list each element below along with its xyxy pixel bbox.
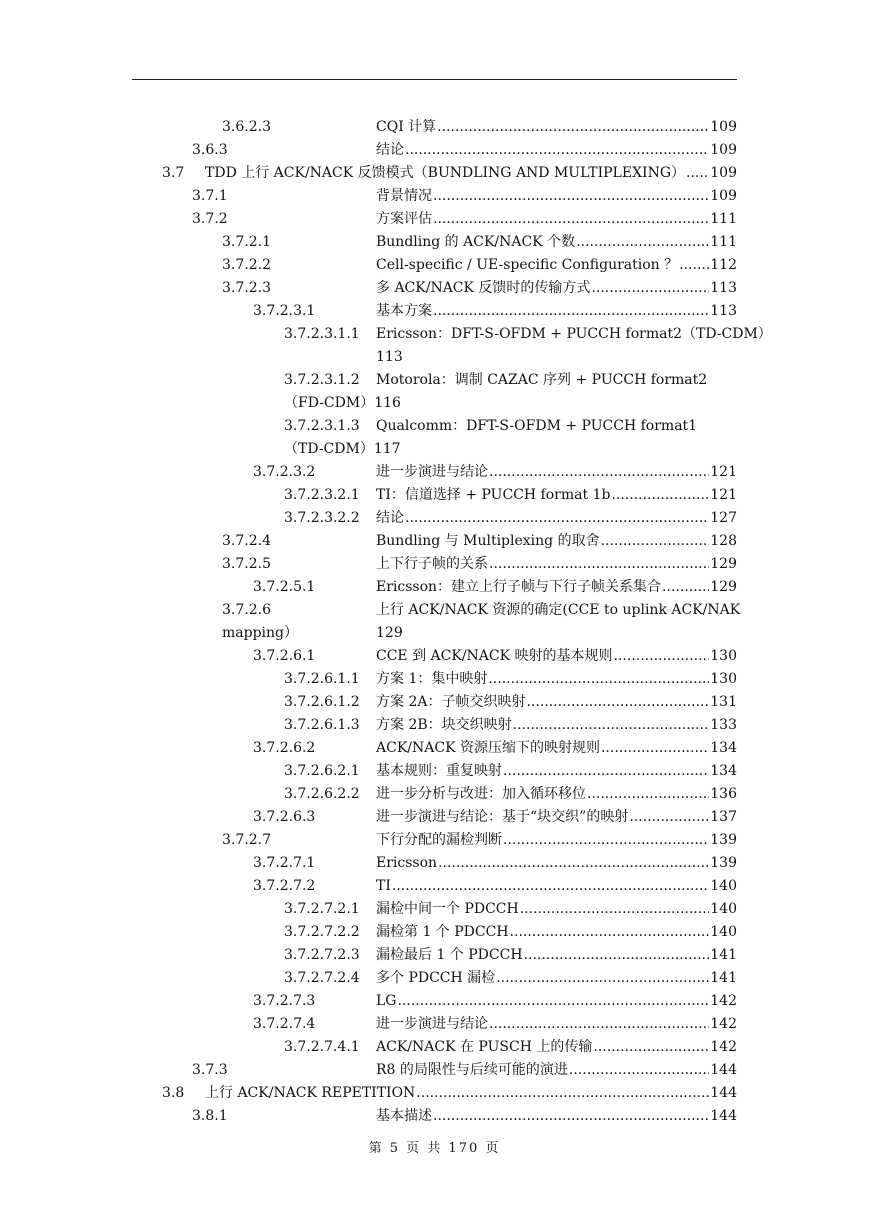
toc-entry-title: Bundling 与 Multiplexing 的取舍 [376, 533, 600, 549]
toc-entry[interactable] [0, 921, 869, 944]
toc-entry-title: Ericsson [376, 855, 438, 871]
toc-dot-leader [662, 576, 709, 599]
toc-entry-page: 134 [710, 763, 737, 779]
toc-dot-leader [587, 783, 709, 806]
toc-entry-page: 142 [710, 993, 737, 1009]
toc-entry[interactable] [0, 162, 869, 185]
toc-entry-number: 3.7.2.6.3 [253, 809, 316, 825]
toc-entry-title: 漏检第 1 个 PDCCH [376, 924, 509, 940]
toc-dot-leader [576, 231, 709, 254]
toc-entry-number: 3.7.2.3.2 [253, 464, 316, 480]
toc-entry-page: 142 [710, 1039, 737, 1055]
toc-dot-leader [524, 944, 710, 967]
toc-dot-leader [513, 714, 710, 737]
toc-entry-page: 112 [710, 257, 737, 273]
toc-entry-page: 142 [710, 1016, 737, 1032]
toc-dot-leader [433, 208, 709, 231]
toc-entry-number: 3.7.2.7.1 [253, 855, 316, 871]
toc-entry-title: 进一步演进与结论：基于“块交织”的映射 [376, 809, 629, 825]
toc-entry-page: 109 [710, 188, 737, 204]
toc-entry-number: 3.7.2 [192, 211, 228, 227]
toc-entry-title: 上下行子帧的关系 [376, 556, 488, 572]
toc-dot-leader [569, 1059, 709, 1082]
toc-entry[interactable] [0, 300, 869, 323]
toc-entry-number: 3.8 [162, 1085, 185, 1101]
toc-dot-leader [679, 254, 709, 277]
toc-entry-page: 127 [710, 510, 737, 526]
toc-dot-leader [686, 162, 709, 185]
toc-entry-number: 3.7.2.5 [222, 556, 271, 572]
toc-entry-number: 3.7.2.6.1.1 [284, 671, 360, 687]
toc-entry-number: 3.7.2.6.2 [253, 740, 316, 756]
toc-entry-title: 进一步演进与结论 [376, 1016, 488, 1032]
toc-entry-number: 3.7.2.6.1.3 [284, 717, 360, 733]
table-of-contents [0, 116, 869, 1128]
toc-dot-leader [433, 1105, 709, 1128]
toc-entry-number: 3.7.2.6.1.2 [284, 694, 360, 710]
toc-entry[interactable] [0, 231, 869, 254]
toc-dot-leader [489, 1013, 709, 1036]
toc-entry[interactable] [0, 944, 869, 967]
toc-entry-number: 3.7.2.7.4 [253, 1016, 316, 1032]
toc-entry-title: 基本描述 [376, 1108, 432, 1124]
toc-entry-number: 3.7.2.5.1 [253, 579, 316, 595]
toc-entry[interactable] [0, 139, 869, 162]
toc-entry-page: 113 [376, 349, 403, 365]
toc-entry-number: 3.7.2.1 [222, 234, 271, 250]
toc-entry-number: 3.7.2.3.1 [253, 303, 316, 319]
toc-entry-title: Ericsson：建立上行子帧与下行子帧关系集合 [376, 579, 662, 595]
toc-entry-number: 3.7.2.7.2.1 [284, 901, 360, 917]
toc-entry[interactable] [0, 691, 869, 714]
toc-entry-page: 141 [710, 947, 737, 963]
toc-entry[interactable] [0, 369, 869, 392]
toc-entry-title: ACK/NACK 在 PUSCH 上的传输 [376, 1039, 593, 1055]
toc-dot-leader [392, 875, 709, 898]
toc-entry[interactable] [0, 1105, 869, 1128]
toc-entry-title: 方案 2A：子帧交织映射 [376, 694, 526, 710]
toc-entry-title: Qualcomm：DFT-S-OFDM + PUCCH format1 [376, 418, 698, 434]
toc-entry-number: 3.7.2.3.1.2 [284, 372, 360, 388]
toc-entry[interactable] [0, 622, 869, 645]
toc-dot-leader [593, 1036, 709, 1059]
toc-entry[interactable] [0, 116, 869, 139]
toc-entry-number: 3.7.2.6 [222, 602, 271, 618]
toc-entry[interactable] [0, 553, 869, 576]
toc-entry-number: 3.7.2.2 [222, 257, 271, 273]
toc-entry-page: 109 [710, 165, 737, 181]
toc-dot-leader [489, 553, 709, 576]
toc-entry-title: 方案 1：集中映射 [376, 671, 488, 687]
toc-entry-number: 3.7.2.6.2.1 [284, 763, 360, 779]
toc-entry-page: 139 [710, 855, 737, 871]
toc-entry[interactable] [0, 668, 869, 691]
toc-entry-page: 144 [710, 1108, 737, 1124]
toc-entry-page: 133 [710, 717, 737, 733]
toc-dot-leader [416, 1082, 709, 1105]
toc-dot-leader [629, 806, 709, 829]
toc-entry[interactable] [0, 1013, 869, 1036]
toc-entry[interactable] [0, 484, 869, 507]
toc-entry-number: 3.7.2.3.2.2 [284, 510, 360, 526]
toc-entry-title: Motorola：调制 CAZAC 序列 + PUCCH format2 [376, 372, 708, 388]
toc-entry[interactable] [0, 208, 869, 231]
toc-entry-continuation: （TD-CDM）117 [284, 441, 401, 457]
toc-entry-title: Cell-specific / UE-specific Configuration ？ [376, 257, 679, 273]
toc-entry-page: 139 [710, 832, 737, 848]
toc-entry[interactable] [0, 392, 869, 415]
toc-entry[interactable] [0, 277, 869, 300]
toc-entry-title: 漏检最后 1 个 PDCCH [376, 947, 523, 963]
toc-entry-title: 方案评估 [376, 211, 432, 227]
toc-entry-page: 109 [710, 119, 737, 135]
toc-entry-number: 3.7.2.7 [222, 832, 271, 848]
toc-entry-page: 113 [710, 280, 737, 296]
toc-entry[interactable] [0, 530, 869, 553]
toc-entry[interactable] [0, 714, 869, 737]
toc-entry-number: 3.6.2.3 [222, 119, 271, 135]
toc-entry-page: 113 [710, 303, 737, 319]
toc-entry-number: 3.7.2.6.2.2 [284, 786, 360, 802]
toc-entry-page: 136 [710, 786, 737, 802]
toc-entry-page: 130 [710, 671, 737, 687]
toc-dot-leader [526, 691, 709, 714]
header-rule [132, 79, 737, 80]
toc-entry-number: 3.7.2.3.1.3 [284, 418, 360, 434]
toc-entry[interactable] [0, 185, 869, 208]
toc-entry-title: 基本方案 [376, 303, 432, 319]
toc-entry-page: 129 [710, 579, 737, 595]
toc-dot-leader [601, 737, 709, 760]
toc-entry-page: 144 [710, 1085, 737, 1101]
toc-entry[interactable] [0, 1082, 869, 1105]
toc-entry-title: 上行 ACK/NACK REPETITION [205, 1085, 416, 1101]
toc-entry[interactable] [0, 760, 869, 783]
toc-entry-page: 129 [376, 625, 403, 641]
toc-entry-page: 111 [710, 211, 737, 227]
toc-entry-page: 128 [710, 533, 737, 549]
page-footer: 第 5 页 共 170 页 [368, 1141, 501, 1156]
toc-entry[interactable] [0, 346, 869, 369]
toc-dot-leader [438, 852, 709, 875]
toc-entry[interactable] [0, 461, 869, 484]
toc-entry-page: 141 [710, 970, 737, 986]
toc-entry-number: 3.7.2.3.1.1 [284, 326, 360, 342]
toc-entry-title: 上行 ACK/NACK 资源的确定(CCE to uplink ACK/NAK [376, 602, 741, 618]
toc-entry-page: 121 [710, 464, 737, 480]
toc-entry-page: 137 [710, 809, 737, 825]
toc-entry[interactable] [0, 829, 869, 852]
toc-entry-number: 3.7.2.7.2.3 [284, 947, 360, 963]
toc-dot-leader [437, 116, 709, 139]
toc-dot-leader [433, 300, 709, 323]
toc-entry-title: R8 的局限性与后续可能的演进 [376, 1062, 568, 1078]
toc-entry-title: 方案 2B：块交织映射 [376, 717, 512, 733]
toc-entry-continuation: （FD-CDM）116 [284, 395, 401, 411]
toc-entry[interactable] [0, 323, 869, 346]
toc-entry-title: ACK/NACK 资源压缩下的映射规则 [376, 740, 600, 756]
toc-entry-page: 134 [710, 740, 737, 756]
toc-entry[interactable] [0, 898, 869, 921]
toc-entry-title: 进一步分析与改进：加入循环移位 [376, 786, 586, 802]
toc-entry-page: 109 [710, 142, 737, 158]
toc-entry-title: TI：信道选择 + PUCCH format 1b [376, 487, 611, 503]
toc-entry-number: 3.7.2.4 [222, 533, 271, 549]
toc-entry-title: 基本规则：重复映射 [376, 763, 502, 779]
toc-entry-title: Ericsson：DFT-S-OFDM + PUCCH format2（TD-CDM） [376, 326, 772, 342]
toc-entry[interactable] [0, 599, 869, 622]
toc-dot-leader [614, 645, 710, 668]
toc-entry-page: 140 [710, 924, 737, 940]
toc-entry[interactable] [0, 806, 869, 829]
toc-entry[interactable] [0, 852, 869, 875]
toc-entry[interactable] [0, 875, 869, 898]
toc-entry-number: 3.7.2.7.2.4 [284, 970, 360, 986]
toc-entry-title: 下行分配的漏检判断 [376, 832, 502, 848]
toc-entry-title: 漏检中间一个 PDCCH [376, 901, 519, 917]
toc-entry-page: 144 [710, 1062, 737, 1078]
toc-entry[interactable] [0, 576, 869, 599]
toc-entry-title: 结论 [376, 510, 404, 526]
toc-entry[interactable] [0, 1059, 869, 1082]
toc-entry-number: 3.7 [162, 165, 185, 181]
toc-entry-title: CQI 计算 [376, 119, 437, 135]
toc-entry-continuation: mapping） [222, 625, 299, 641]
toc-entry[interactable] [0, 254, 869, 277]
toc-dot-leader [489, 461, 709, 484]
toc-entry[interactable] [0, 1036, 869, 1059]
toc-entry-title: TI [376, 878, 391, 894]
toc-entry[interactable] [0, 415, 869, 438]
toc-entry-title: CCE 到 ACK/NACK 映射的基本规则 [376, 648, 613, 664]
toc-entry-number: 3.7.2.7.2.2 [284, 924, 360, 940]
toc-dot-leader [397, 990, 709, 1013]
toc-entry-number: 3.7.2.7.2 [253, 878, 316, 894]
toc-entry-number: 3.8.1 [192, 1108, 228, 1124]
toc-entry-title: 结论 [376, 142, 404, 158]
toc-entry[interactable] [0, 783, 869, 806]
toc-entry-page: 121 [710, 487, 737, 503]
toc-entry-title: 多个 PDCCH 漏检 [376, 970, 496, 986]
toc-entry-title: 进一步演进与结论 [376, 464, 488, 480]
toc-entry-title: Bundling 的 ACK/NACK 个数 [376, 234, 576, 250]
toc-dot-leader [405, 507, 709, 530]
toc-entry[interactable] [0, 507, 869, 530]
toc-entry-title: 背景情况 [376, 188, 432, 204]
toc-dot-leader [503, 829, 709, 852]
toc-entry-page: 111 [710, 234, 737, 250]
toc-entry-title: LG [376, 993, 397, 1009]
toc-dot-leader [488, 668, 709, 691]
toc-entry-page: 131 [710, 694, 737, 710]
toc-entry[interactable] [0, 967, 869, 990]
toc-entry[interactable] [0, 645, 869, 668]
toc-entry[interactable] [0, 990, 869, 1013]
toc-entry-title: TDD 上行 ACK/NACK 反馈模式（BUNDLING AND MULTIPLEXING） [205, 165, 685, 181]
toc-dot-leader [503, 760, 709, 783]
toc-dot-leader [601, 530, 710, 553]
toc-entry-page: 140 [710, 901, 737, 917]
toc-dot-leader [510, 921, 710, 944]
toc-dot-leader [611, 484, 709, 507]
toc-dot-leader [520, 898, 710, 921]
toc-dot-leader [496, 967, 709, 990]
toc-entry-number: 3.7.2.3.2.1 [284, 487, 360, 503]
toc-dot-leader [405, 139, 709, 162]
toc-entry[interactable] [0, 737, 869, 760]
toc-entry-number: 3.7.1 [192, 188, 228, 204]
toc-entry-page: 130 [710, 648, 737, 664]
toc-entry-number: 3.7.2.7.3 [253, 993, 316, 1009]
toc-entry-number: 3.7.3 [192, 1062, 228, 1078]
toc-entry-number: 3.7.2.6.1 [253, 648, 316, 664]
toc-entry-page: 140 [710, 878, 737, 894]
toc-entry-page: 129 [710, 556, 737, 572]
toc-entry-number: 3.7.2.3 [222, 280, 271, 296]
toc-entry-title: 多 ACK/NACK 反馈时的传输方式 [376, 280, 591, 296]
toc-entry[interactable] [0, 438, 869, 461]
toc-dot-leader [591, 277, 709, 300]
toc-entry-number: 3.7.2.7.4.1 [284, 1039, 360, 1055]
toc-entry-number: 3.6.3 [192, 142, 228, 158]
toc-dot-leader [433, 185, 709, 208]
